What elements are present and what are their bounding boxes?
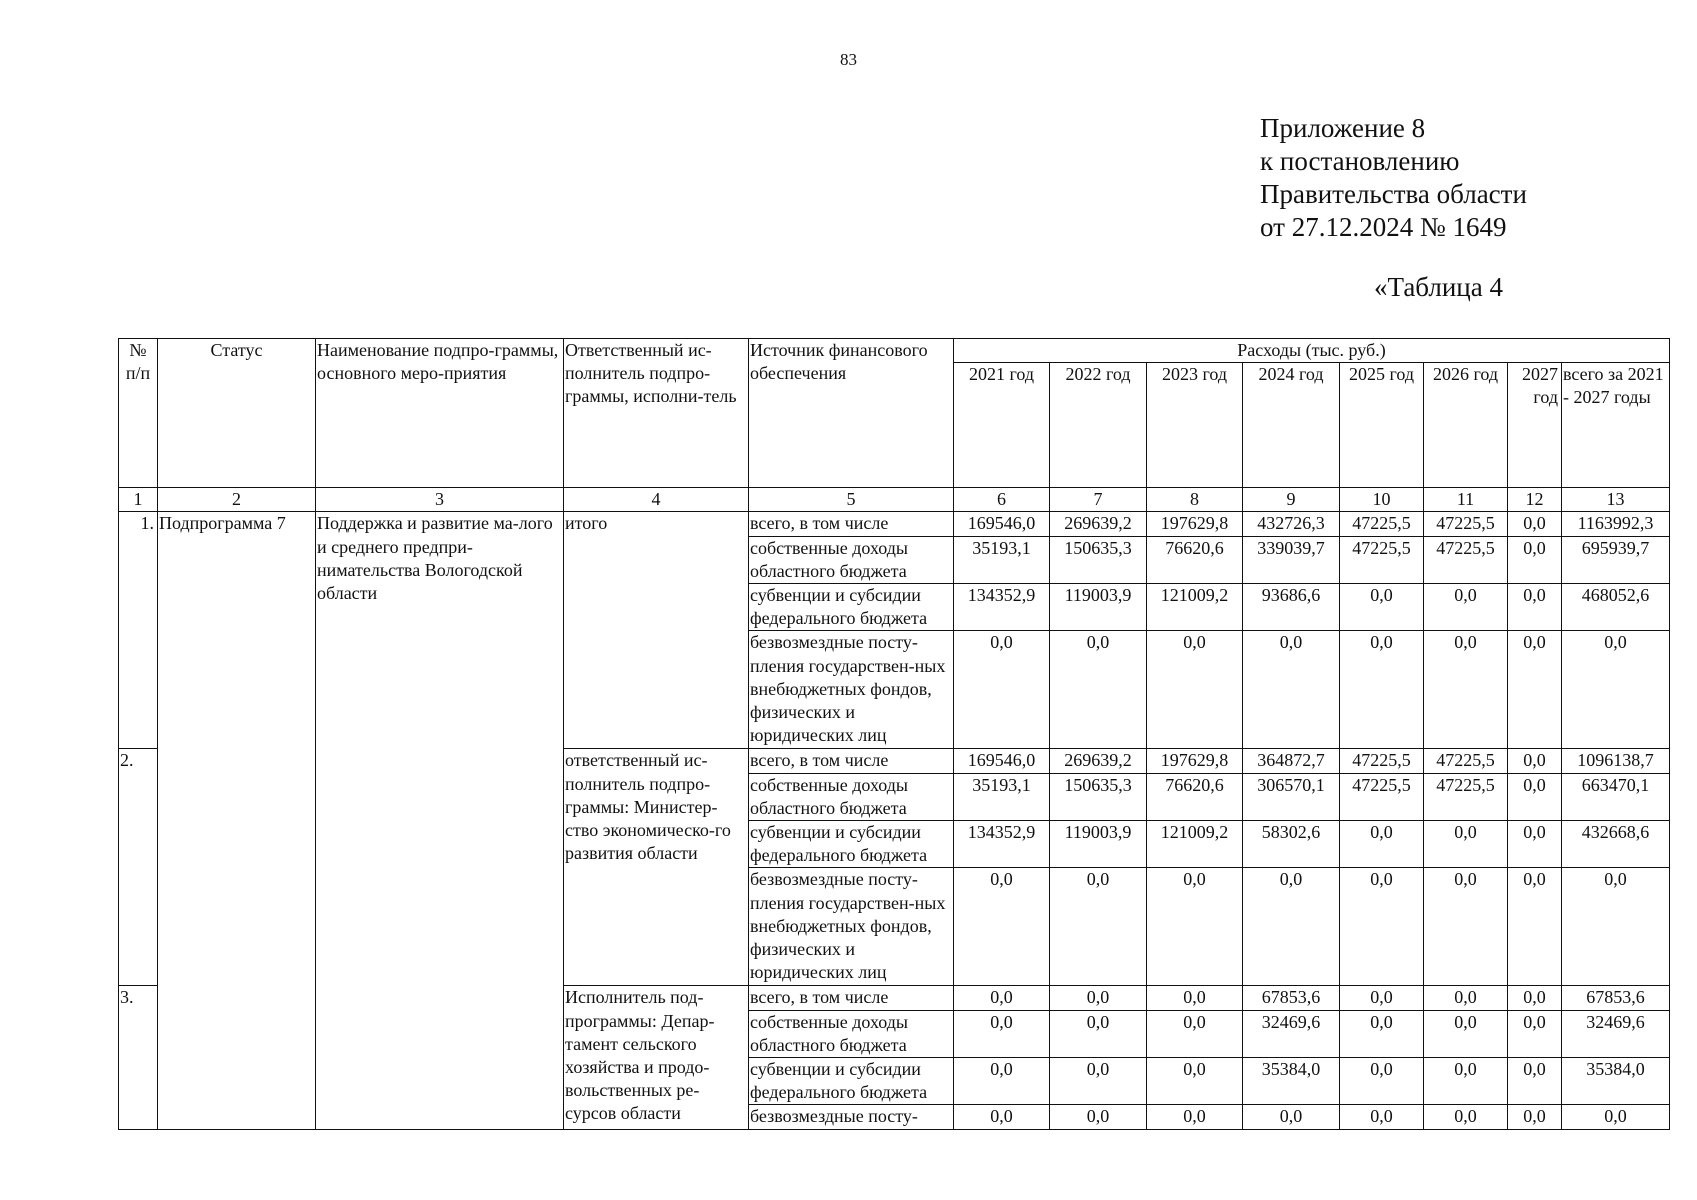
value-cell: 0,0	[954, 631, 1050, 749]
value-cell: 0,0	[1424, 1010, 1508, 1057]
value-cell: 119003,9	[1050, 821, 1147, 868]
value-cell: 0,0	[1050, 1105, 1147, 1129]
column-number: 11	[1424, 488, 1508, 512]
header-year-2027: 2027 год	[1508, 363, 1562, 488]
value-cell: 0,0	[1508, 868, 1562, 986]
value-cell: 121009,2	[1147, 821, 1243, 868]
value-cell: 269639,2	[1050, 749, 1147, 773]
value-cell: 0,0	[1424, 821, 1508, 868]
value-cell: 0,0	[1424, 1058, 1508, 1105]
source-own: собственные доходы областного бюджета	[749, 1010, 954, 1057]
row-number: 1.	[119, 512, 158, 749]
executor: итого	[564, 512, 749, 749]
value-cell: 0,0	[1147, 986, 1243, 1010]
row-number: 2.	[119, 749, 158, 986]
value-cell: 269639,2	[1050, 512, 1147, 536]
appendix-line-1: Приложение 8	[1260, 113, 1426, 143]
source-federal: субвенции и субсидии федерального бюджета	[749, 821, 954, 868]
column-number: 8	[1147, 488, 1243, 512]
program-status: Подпрограмма 7	[158, 512, 316, 1129]
source-gratuitous: безвозмездные посту-пления государствен-ных внебюджетных фондов, физических и юридических лиц	[749, 868, 954, 986]
header-executor: Ответственный ис-полнитель подпро-граммы, исполни-тель	[564, 339, 749, 488]
column-number: 6	[954, 488, 1050, 512]
value-cell: 47225,5	[1424, 749, 1508, 773]
value-cell: 47225,5	[1424, 512, 1508, 536]
value-cell: 197629,8	[1147, 512, 1243, 536]
value-cell: 121009,2	[1147, 584, 1243, 631]
value-cell: 663470,1	[1562, 773, 1670, 820]
value-cell: 0,0	[1340, 584, 1424, 631]
value-cell: 76620,6	[1147, 773, 1243, 820]
value-cell: 32469,6	[1243, 1010, 1340, 1057]
value-cell: 150635,3	[1050, 773, 1147, 820]
value-cell: 0,0	[954, 986, 1050, 1010]
value-cell: 0,0	[1508, 584, 1562, 631]
value-cell: 169546,0	[954, 512, 1050, 536]
value-cell: 0,0	[1147, 1010, 1243, 1057]
appendix-reference	[1260, 112, 1527, 244]
value-cell: 1096138,7	[1562, 749, 1670, 773]
column-number: 9	[1243, 488, 1340, 512]
budget-table	[118, 338, 1670, 1130]
value-cell: 0,0	[1508, 512, 1562, 536]
value-cell: 432668,6	[1562, 821, 1670, 868]
value-cell: 93686,6	[1243, 584, 1340, 631]
value-cell: 134352,9	[954, 821, 1050, 868]
value-cell: 0,0	[1508, 1058, 1562, 1105]
appendix-line-4: от 27.12.2024 № 1649	[1260, 212, 1507, 242]
appendix-line-3: Правительства области	[1260, 179, 1527, 209]
value-cell: 47225,5	[1340, 512, 1424, 536]
value-cell: 0,0	[1508, 631, 1562, 749]
value-cell: 0,0	[954, 1010, 1050, 1057]
column-number: 1	[119, 488, 158, 512]
source-own: собственные доходы областного бюджета	[749, 536, 954, 583]
header-no: № п/п	[119, 339, 158, 488]
value-cell: 0,0	[1424, 584, 1508, 631]
value-cell: 47225,5	[1424, 536, 1508, 583]
value-cell: 47225,5	[1424, 773, 1508, 820]
source-federal: субвенции и субсидии федерального бюджета	[749, 584, 954, 631]
table-caption: «Таблица 4	[1374, 272, 1503, 302]
header-year-2025: 2025 год	[1340, 363, 1424, 488]
value-cell: 306570,1	[1243, 773, 1340, 820]
program-name: Поддержка и развитие ма-лого и среднего предпри-нимательства Вологодской области	[316, 512, 564, 1129]
value-cell: 0,0	[1340, 868, 1424, 986]
column-number: 3	[316, 488, 564, 512]
value-cell: 0,0	[1243, 1105, 1340, 1129]
value-cell: 35193,1	[954, 536, 1050, 583]
value-cell: 0,0	[1424, 986, 1508, 1010]
value-cell: 0,0	[1508, 536, 1562, 583]
source-gratuitous: безвозмездные посту-пления государствен-ных внебюджетных фондов, физических и юридических лиц	[749, 631, 954, 749]
value-cell: 0,0	[1050, 631, 1147, 749]
value-cell: 0,0	[1508, 1010, 1562, 1057]
value-cell: 58302,6	[1243, 821, 1340, 868]
value-cell: 0,0	[1562, 1105, 1670, 1129]
source-total: всего, в том числе	[749, 749, 954, 773]
value-cell: 67853,6	[1243, 986, 1340, 1010]
executor: ответственный ис-полнитель подпро-граммы: Министер-ство экономическо-го развития области	[564, 749, 749, 986]
value-cell: 134352,9	[954, 584, 1050, 631]
value-cell: 0,0	[1424, 868, 1508, 986]
header-year-2023: 2023 год	[1147, 363, 1243, 488]
value-cell: 47225,5	[1340, 773, 1424, 820]
value-cell: 0,0	[1340, 986, 1424, 1010]
value-cell: 0,0	[1508, 1105, 1562, 1129]
row-number: 3.	[119, 986, 158, 1129]
source-total: всего, в том числе	[749, 986, 954, 1010]
value-cell: 47225,5	[1340, 536, 1424, 583]
column-number: 2	[158, 488, 316, 512]
value-cell: 47225,5	[1340, 749, 1424, 773]
page-number: 83	[840, 50, 857, 69]
header-expenses: Расходы (тыс. руб.)	[954, 339, 1670, 363]
value-cell: 35384,0	[1562, 1058, 1670, 1105]
value-cell: 0,0	[1340, 1010, 1424, 1057]
value-cell: 432726,3	[1243, 512, 1340, 536]
column-number: 13	[1562, 488, 1670, 512]
source-federal: субвенции и субсидии федерального бюджета	[749, 1058, 954, 1105]
value-cell: 0,0	[1243, 868, 1340, 986]
source-total: всего, в том числе	[749, 512, 954, 536]
value-cell: 0,0	[1508, 821, 1562, 868]
value-cell: 67853,6	[1562, 986, 1670, 1010]
value-cell: 32469,6	[1562, 1010, 1670, 1057]
value-cell: 0,0	[954, 868, 1050, 986]
value-cell: 197629,8	[1147, 749, 1243, 773]
value-cell: 150635,3	[1050, 536, 1147, 583]
value-cell: 0,0	[1562, 631, 1670, 749]
value-cell: 0,0	[954, 1105, 1050, 1129]
value-cell: 468052,6	[1562, 584, 1670, 631]
value-cell: 0,0	[1147, 631, 1243, 749]
value-cell: 76620,6	[1147, 536, 1243, 583]
column-number: 4	[564, 488, 749, 512]
value-cell: 0,0	[1147, 1058, 1243, 1105]
value-cell: 1163992,3	[1562, 512, 1670, 536]
column-number: 10	[1340, 488, 1424, 512]
value-cell: 35193,1	[954, 773, 1050, 820]
value-cell: 35384,0	[1243, 1058, 1340, 1105]
header-source: Источник финансового обеспечения	[749, 339, 954, 488]
value-cell: 0,0	[1340, 1105, 1424, 1129]
value-cell: 0,0	[1340, 821, 1424, 868]
value-cell: 0,0	[1340, 631, 1424, 749]
value-cell: 339039,7	[1243, 536, 1340, 583]
header-year-2024: 2024 год	[1243, 363, 1340, 488]
header-year-2022: 2022 год	[1050, 363, 1147, 488]
value-cell: 0,0	[1147, 1105, 1243, 1129]
executor: Исполнитель под-программы: Депар-тамент сельского хозяйства и продо-вольственных ре-сурсов области	[564, 986, 749, 1129]
header-status: Статус	[158, 339, 316, 488]
value-cell: 0,0	[1243, 631, 1340, 749]
column-number: 7	[1050, 488, 1147, 512]
value-cell: 0,0	[1508, 749, 1562, 773]
value-cell: 0,0	[1340, 1058, 1424, 1105]
value-cell: 695939,7	[1562, 536, 1670, 583]
value-cell: 0,0	[1508, 773, 1562, 820]
value-cell: 0,0	[1050, 1058, 1147, 1105]
column-number: 5	[749, 488, 954, 512]
source-own: собственные доходы областного бюджета	[749, 773, 954, 820]
value-cell: 0,0	[1050, 1010, 1147, 1057]
value-cell: 0,0	[1050, 986, 1147, 1010]
value-cell: 0,0	[1147, 868, 1243, 986]
value-cell: 0,0	[1424, 1105, 1508, 1129]
value-cell: 0,0	[1562, 868, 1670, 986]
column-number: 12	[1508, 488, 1562, 512]
appendix-line-2: к постановлению	[1260, 146, 1460, 176]
header-year-2021: 2021 год	[954, 363, 1050, 488]
header-year-2026: 2026 год	[1424, 363, 1508, 488]
source-gratuitous: безвозмездные посту-	[749, 1105, 954, 1129]
value-cell: 169546,0	[954, 749, 1050, 773]
header-total: всего за 2021 - 2027 годы	[1562, 363, 1670, 488]
value-cell: 0,0	[1424, 631, 1508, 749]
value-cell: 364872,7	[1243, 749, 1340, 773]
value-cell: 0,0	[954, 1058, 1050, 1105]
value-cell: 0,0	[1508, 986, 1562, 1010]
value-cell: 0,0	[1050, 868, 1147, 986]
value-cell: 119003,9	[1050, 584, 1147, 631]
header-name: Наименование подпро-граммы, основного меро-приятия	[316, 339, 564, 488]
